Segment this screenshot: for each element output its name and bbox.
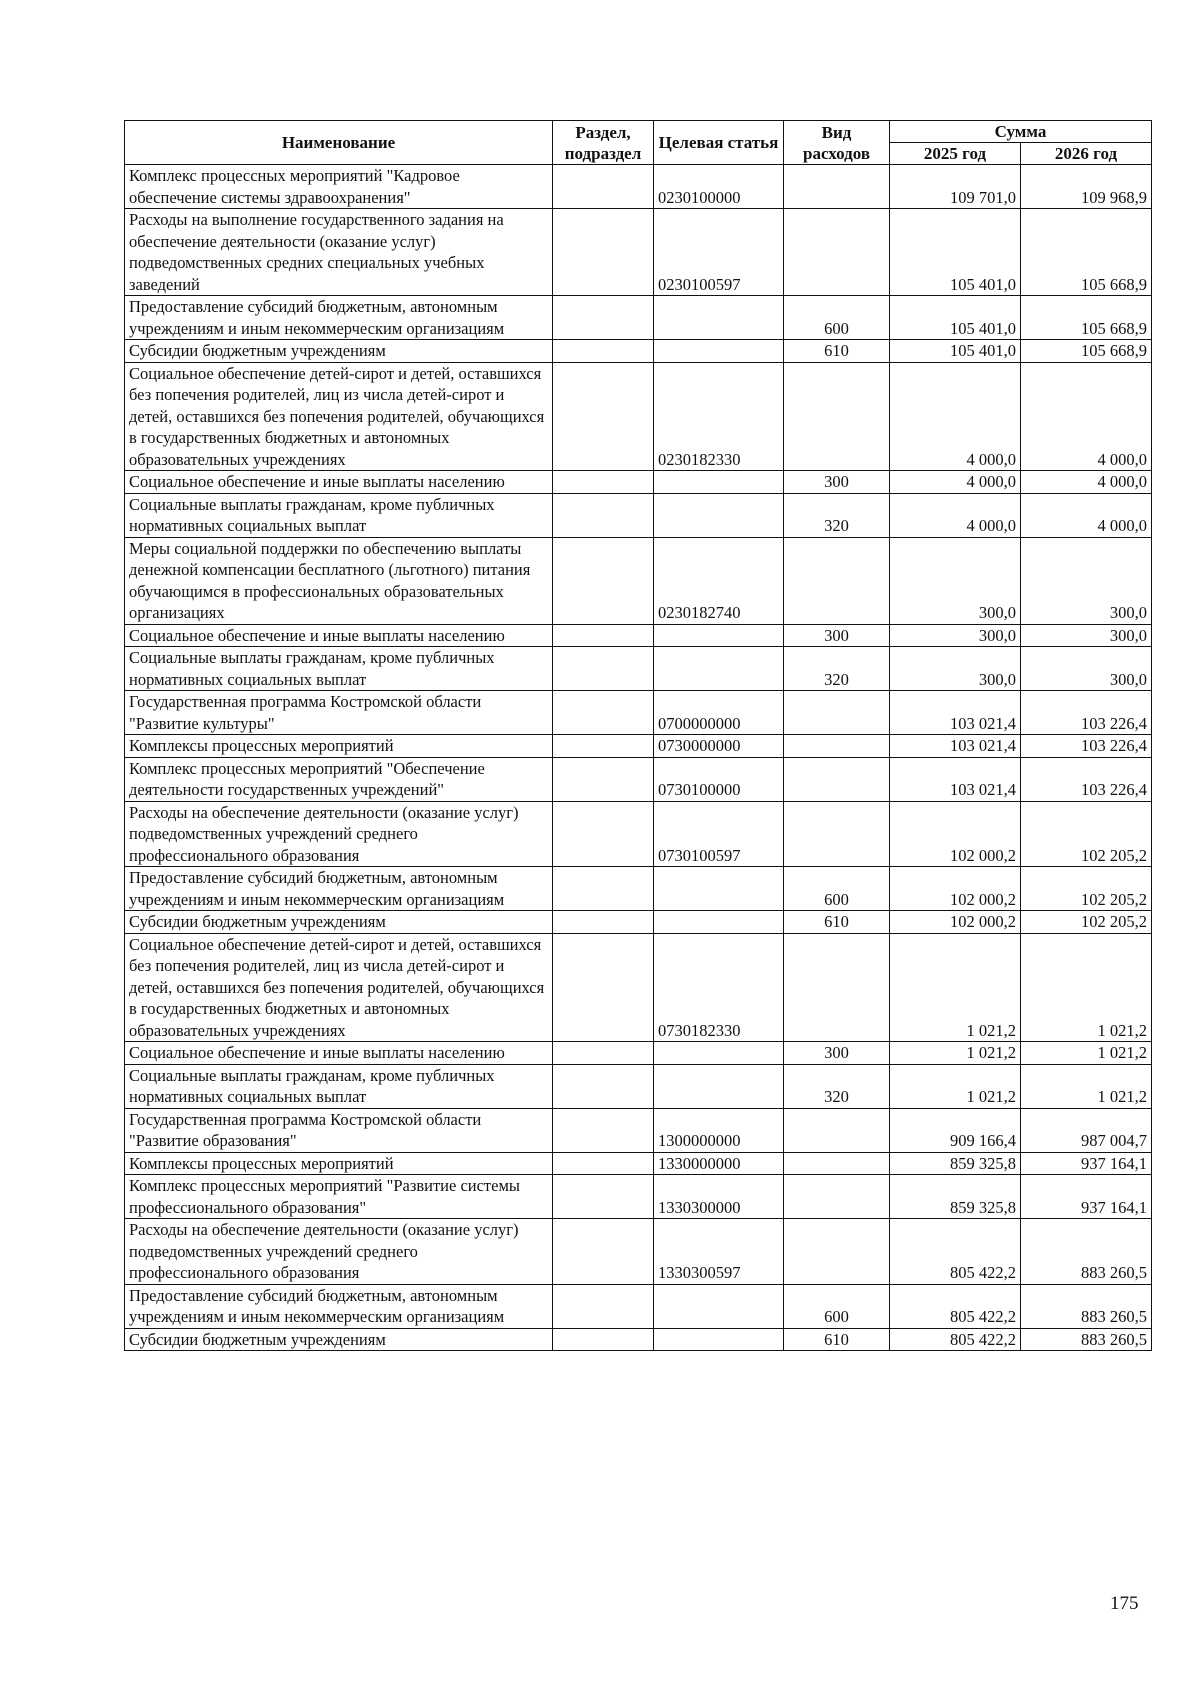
cell-section: [553, 801, 654, 867]
cell-amount-2025: 4 000,0: [890, 493, 1021, 537]
table-row: [125, 1108, 1152, 1152]
table-row: [125, 735, 1152, 758]
cell-target-item: [654, 647, 784, 691]
cell-expense-type: 300: [784, 1042, 890, 1065]
table-row: [125, 471, 1152, 494]
cell-name: Расходы на обеспечение деятельности (оказание услуг) подведомственных учреждений среднего профессионального образования: [125, 1219, 553, 1285]
cell-amount-2025: 105 401,0: [890, 209, 1021, 296]
table-body: [125, 165, 1152, 1351]
cell-section: [553, 1219, 654, 1285]
cell-section: [553, 624, 654, 647]
cell-amount-2026: 1 021,2: [1021, 1064, 1152, 1108]
cell-expense-type: 320: [784, 1064, 890, 1108]
header-sum: Сумма: [890, 121, 1152, 143]
cell-amount-2025: 805 422,2: [890, 1328, 1021, 1351]
cell-target-item: [654, 340, 784, 363]
cell-section: [553, 1284, 654, 1328]
cell-expense-type: 600: [784, 296, 890, 340]
cell-target-item: [654, 624, 784, 647]
cell-name: Социальные выплаты гражданам, кроме публичных нормативных социальных выплат: [125, 493, 553, 537]
cell-name: Субсидии бюджетным учреждениям: [125, 1328, 553, 1351]
table-row: [125, 537, 1152, 624]
cell-section: [553, 735, 654, 758]
cell-target-item: [654, 1042, 784, 1065]
cell-amount-2025: 103 021,4: [890, 691, 1021, 735]
cell-target-item: [654, 493, 784, 537]
cell-expense-type: [784, 362, 890, 471]
table-row: [125, 1328, 1152, 1351]
cell-section: [553, 911, 654, 934]
cell-name: Социальные выплаты гражданам, кроме публичных нормативных социальных выплат: [125, 1064, 553, 1108]
cell-target-item: 0700000000: [654, 691, 784, 735]
table-row: [125, 362, 1152, 471]
cell-amount-2025: 805 422,2: [890, 1284, 1021, 1328]
cell-target-item: [654, 471, 784, 494]
cell-amount-2026: 987 004,7: [1021, 1108, 1152, 1152]
cell-section: [553, 537, 654, 624]
cell-name: Субсидии бюджетным учреждениям: [125, 340, 553, 363]
cell-amount-2025: 300,0: [890, 537, 1021, 624]
cell-amount-2026: 937 164,1: [1021, 1175, 1152, 1219]
cell-section: [553, 362, 654, 471]
table-row: [125, 1152, 1152, 1175]
cell-section: [553, 1042, 654, 1065]
cell-target-item: [654, 1328, 784, 1351]
cell-section: [553, 1328, 654, 1351]
cell-amount-2026: 103 226,4: [1021, 691, 1152, 735]
table-row: [125, 624, 1152, 647]
cell-target-item: 1300000000: [654, 1108, 784, 1152]
cell-expense-type: [784, 691, 890, 735]
cell-target-item: 0230100000: [654, 165, 784, 209]
cell-amount-2025: 805 422,2: [890, 1219, 1021, 1285]
cell-name: Социальные выплаты гражданам, кроме публичных нормативных социальных выплат: [125, 647, 553, 691]
table-row: [125, 1175, 1152, 1219]
cell-section: [553, 1152, 654, 1175]
cell-section: [553, 296, 654, 340]
page-number: 175: [1110, 1593, 1139, 1614]
cell-target-item: 0230100597: [654, 209, 784, 296]
cell-target-item: 0230182330: [654, 362, 784, 471]
cell-expense-type: [784, 801, 890, 867]
cell-expense-type: [784, 1152, 890, 1175]
cell-target-item: [654, 1284, 784, 1328]
cell-expense-type: 320: [784, 493, 890, 537]
cell-section: [553, 165, 654, 209]
table-row: [125, 1064, 1152, 1108]
cell-amount-2025: 909 166,4: [890, 1108, 1021, 1152]
cell-expense-type: [784, 757, 890, 801]
cell-section: [553, 340, 654, 363]
cell-name: Социальное обеспечение и иные выплаты населению: [125, 471, 553, 494]
cell-amount-2026: 105 668,9: [1021, 209, 1152, 296]
cell-amount-2025: 102 000,2: [890, 911, 1021, 934]
cell-amount-2025: 105 401,0: [890, 296, 1021, 340]
cell-amount-2026: 300,0: [1021, 647, 1152, 691]
cell-target-item: [654, 867, 784, 911]
cell-amount-2025: 105 401,0: [890, 340, 1021, 363]
cell-amount-2026: 883 260,5: [1021, 1328, 1152, 1351]
cell-expense-type: [784, 735, 890, 758]
cell-name: Государственная программа Костромской области "Развитие культуры": [125, 691, 553, 735]
cell-expense-type: [784, 933, 890, 1042]
cell-expense-type: 300: [784, 471, 890, 494]
cell-amount-2025: 109 701,0: [890, 165, 1021, 209]
cell-name: Меры социальной поддержки по обеспечению выплаты денежной компенсации бесплатного (льготного) питания обучающимся в профессиональных образовательных организациях: [125, 537, 553, 624]
cell-amount-2026: 300,0: [1021, 624, 1152, 647]
cell-expense-type: 600: [784, 867, 890, 911]
cell-name: Социальное обеспечение детей-сирот и детей, оставшихся без попечения родителей, лиц из числа детей-сирот и детей, оставшихся без попечения родителей, обучающихся в государственных бюджетных и автономных образовательных учреждениях: [125, 933, 553, 1042]
cell-amount-2026: 883 260,5: [1021, 1219, 1152, 1285]
table-row: [125, 165, 1152, 209]
cell-amount-2026: 103 226,4: [1021, 757, 1152, 801]
cell-section: [553, 867, 654, 911]
cell-amount-2025: 103 021,4: [890, 757, 1021, 801]
cell-expense-type: 610: [784, 911, 890, 934]
cell-amount-2025: 1 021,2: [890, 933, 1021, 1042]
cell-target-item: [654, 296, 784, 340]
cell-target-item: 0730100000: [654, 757, 784, 801]
cell-section: [553, 1175, 654, 1219]
header-target-item: Целевая статья: [654, 121, 784, 165]
cell-name: Комплекс процессных мероприятий "Кадровое обеспечение системы здравоохранения": [125, 165, 553, 209]
cell-expense-type: [784, 1219, 890, 1285]
table-row: [125, 911, 1152, 934]
cell-section: [553, 691, 654, 735]
cell-target-item: 0730000000: [654, 735, 784, 758]
cell-amount-2025: 103 021,4: [890, 735, 1021, 758]
cell-expense-type: 600: [784, 1284, 890, 1328]
cell-section: [553, 471, 654, 494]
cell-amount-2026: 105 668,9: [1021, 296, 1152, 340]
table-row: [125, 296, 1152, 340]
table-row: [125, 493, 1152, 537]
cell-amount-2026: 103 226,4: [1021, 735, 1152, 758]
cell-section: [553, 933, 654, 1042]
cell-amount-2026: 4 000,0: [1021, 471, 1152, 494]
cell-amount-2025: 1 021,2: [890, 1042, 1021, 1065]
cell-target-item: 0730182330: [654, 933, 784, 1042]
cell-amount-2025: 300,0: [890, 647, 1021, 691]
cell-name: Государственная программа Костромской области "Развитие образования": [125, 1108, 553, 1152]
cell-target-item: 1330000000: [654, 1152, 784, 1175]
cell-amount-2025: 4 000,0: [890, 362, 1021, 471]
cell-expense-type: [784, 209, 890, 296]
table-row: [125, 801, 1152, 867]
cell-name: Социальное обеспечение и иные выплаты населению: [125, 1042, 553, 1065]
cell-expense-type: 320: [784, 647, 890, 691]
cell-expense-type: [784, 537, 890, 624]
cell-amount-2025: 1 021,2: [890, 1064, 1021, 1108]
cell-name: Предоставление субсидий бюджетным, автономным учреждениям и иным некоммерческим организациям: [125, 296, 553, 340]
cell-target-item: 0730100597: [654, 801, 784, 867]
cell-expense-type: [784, 165, 890, 209]
cell-amount-2025: 859 325,8: [890, 1175, 1021, 1219]
cell-amount-2025: 102 000,2: [890, 801, 1021, 867]
cell-name: Предоставление субсидий бюджетным, автономным учреждениям и иным некоммерческим организациям: [125, 867, 553, 911]
cell-name: Расходы на выполнение государственного задания на обеспечение деятельности (оказание услуг) подведомственных средних специальных учебных заведений: [125, 209, 553, 296]
header-year-2025: 2025 год: [890, 143, 1021, 165]
cell-amount-2026: 102 205,2: [1021, 911, 1152, 934]
cell-expense-type: 610: [784, 340, 890, 363]
cell-amount-2026: 4 000,0: [1021, 493, 1152, 537]
cell-amount-2025: 859 325,8: [890, 1152, 1021, 1175]
cell-amount-2026: 102 205,2: [1021, 867, 1152, 911]
cell-name: Комплексы процессных мероприятий: [125, 1152, 553, 1175]
header-year-2026: 2026 год: [1021, 143, 1152, 165]
cell-amount-2026: 1 021,2: [1021, 933, 1152, 1042]
header-name: Наименование: [125, 121, 553, 165]
cell-name: Предоставление субсидий бюджетным, автономным учреждениям и иным некоммерческим организациям: [125, 1284, 553, 1328]
cell-amount-2026: 1 021,2: [1021, 1042, 1152, 1065]
cell-amount-2025: 300,0: [890, 624, 1021, 647]
cell-name: Субсидии бюджетным учреждениям: [125, 911, 553, 934]
cell-expense-type: [784, 1108, 890, 1152]
header-section: Раздел, подраздел: [553, 121, 654, 165]
cell-amount-2026: 883 260,5: [1021, 1284, 1152, 1328]
cell-name: Расходы на обеспечение деятельности (оказание услуг) подведомственных учреждений среднего профессионального образования: [125, 801, 553, 867]
cell-name: Комплексы процессных мероприятий: [125, 735, 553, 758]
cell-target-item: [654, 1064, 784, 1108]
cell-name: Комплекс процессных мероприятий "Обеспечение деятельности государственных учреждений": [125, 757, 553, 801]
table-row: [125, 340, 1152, 363]
cell-expense-type: [784, 1175, 890, 1219]
table-row: [125, 757, 1152, 801]
cell-amount-2026: 109 968,9: [1021, 165, 1152, 209]
cell-amount-2026: 105 668,9: [1021, 340, 1152, 363]
cell-amount-2025: 102 000,2: [890, 867, 1021, 911]
cell-name: Социальное обеспечение и иные выплаты населению: [125, 624, 553, 647]
cell-section: [553, 1108, 654, 1152]
table-row: [125, 209, 1152, 296]
cell-amount-2026: 300,0: [1021, 537, 1152, 624]
table-row: [125, 691, 1152, 735]
cell-section: [553, 647, 654, 691]
table-row: [125, 1284, 1152, 1328]
table-header: [125, 121, 1152, 165]
cell-name: Комплекс процессных мероприятий "Развитие системы профессионального образования": [125, 1175, 553, 1219]
table-row: [125, 647, 1152, 691]
cell-target-item: 0230182740: [654, 537, 784, 624]
table-row: [125, 933, 1152, 1042]
header-expense-type: Вид расходов: [784, 121, 890, 165]
table-row: [125, 1042, 1152, 1065]
cell-amount-2026: 102 205,2: [1021, 801, 1152, 867]
cell-expense-type: 610: [784, 1328, 890, 1351]
cell-target-item: 1330300597: [654, 1219, 784, 1285]
cell-section: [553, 757, 654, 801]
cell-expense-type: 300: [784, 624, 890, 647]
cell-amount-2025: 4 000,0: [890, 471, 1021, 494]
budget-table: [124, 120, 1152, 1351]
cell-section: [553, 1064, 654, 1108]
cell-amount-2026: 937 164,1: [1021, 1152, 1152, 1175]
cell-target-item: [654, 911, 784, 934]
table-row: [125, 1219, 1152, 1285]
table-row: [125, 867, 1152, 911]
cell-name: Социальное обеспечение детей-сирот и детей, оставшихся без попечения родителей, лиц из числа детей-сирот и детей, оставшихся без попечения родителей, обучающихся в государственных бюджетных и автономных образовательных учреждениях: [125, 362, 553, 471]
cell-section: [553, 493, 654, 537]
cell-amount-2026: 4 000,0: [1021, 362, 1152, 471]
cell-target-item: 1330300000: [654, 1175, 784, 1219]
cell-section: [553, 209, 654, 296]
